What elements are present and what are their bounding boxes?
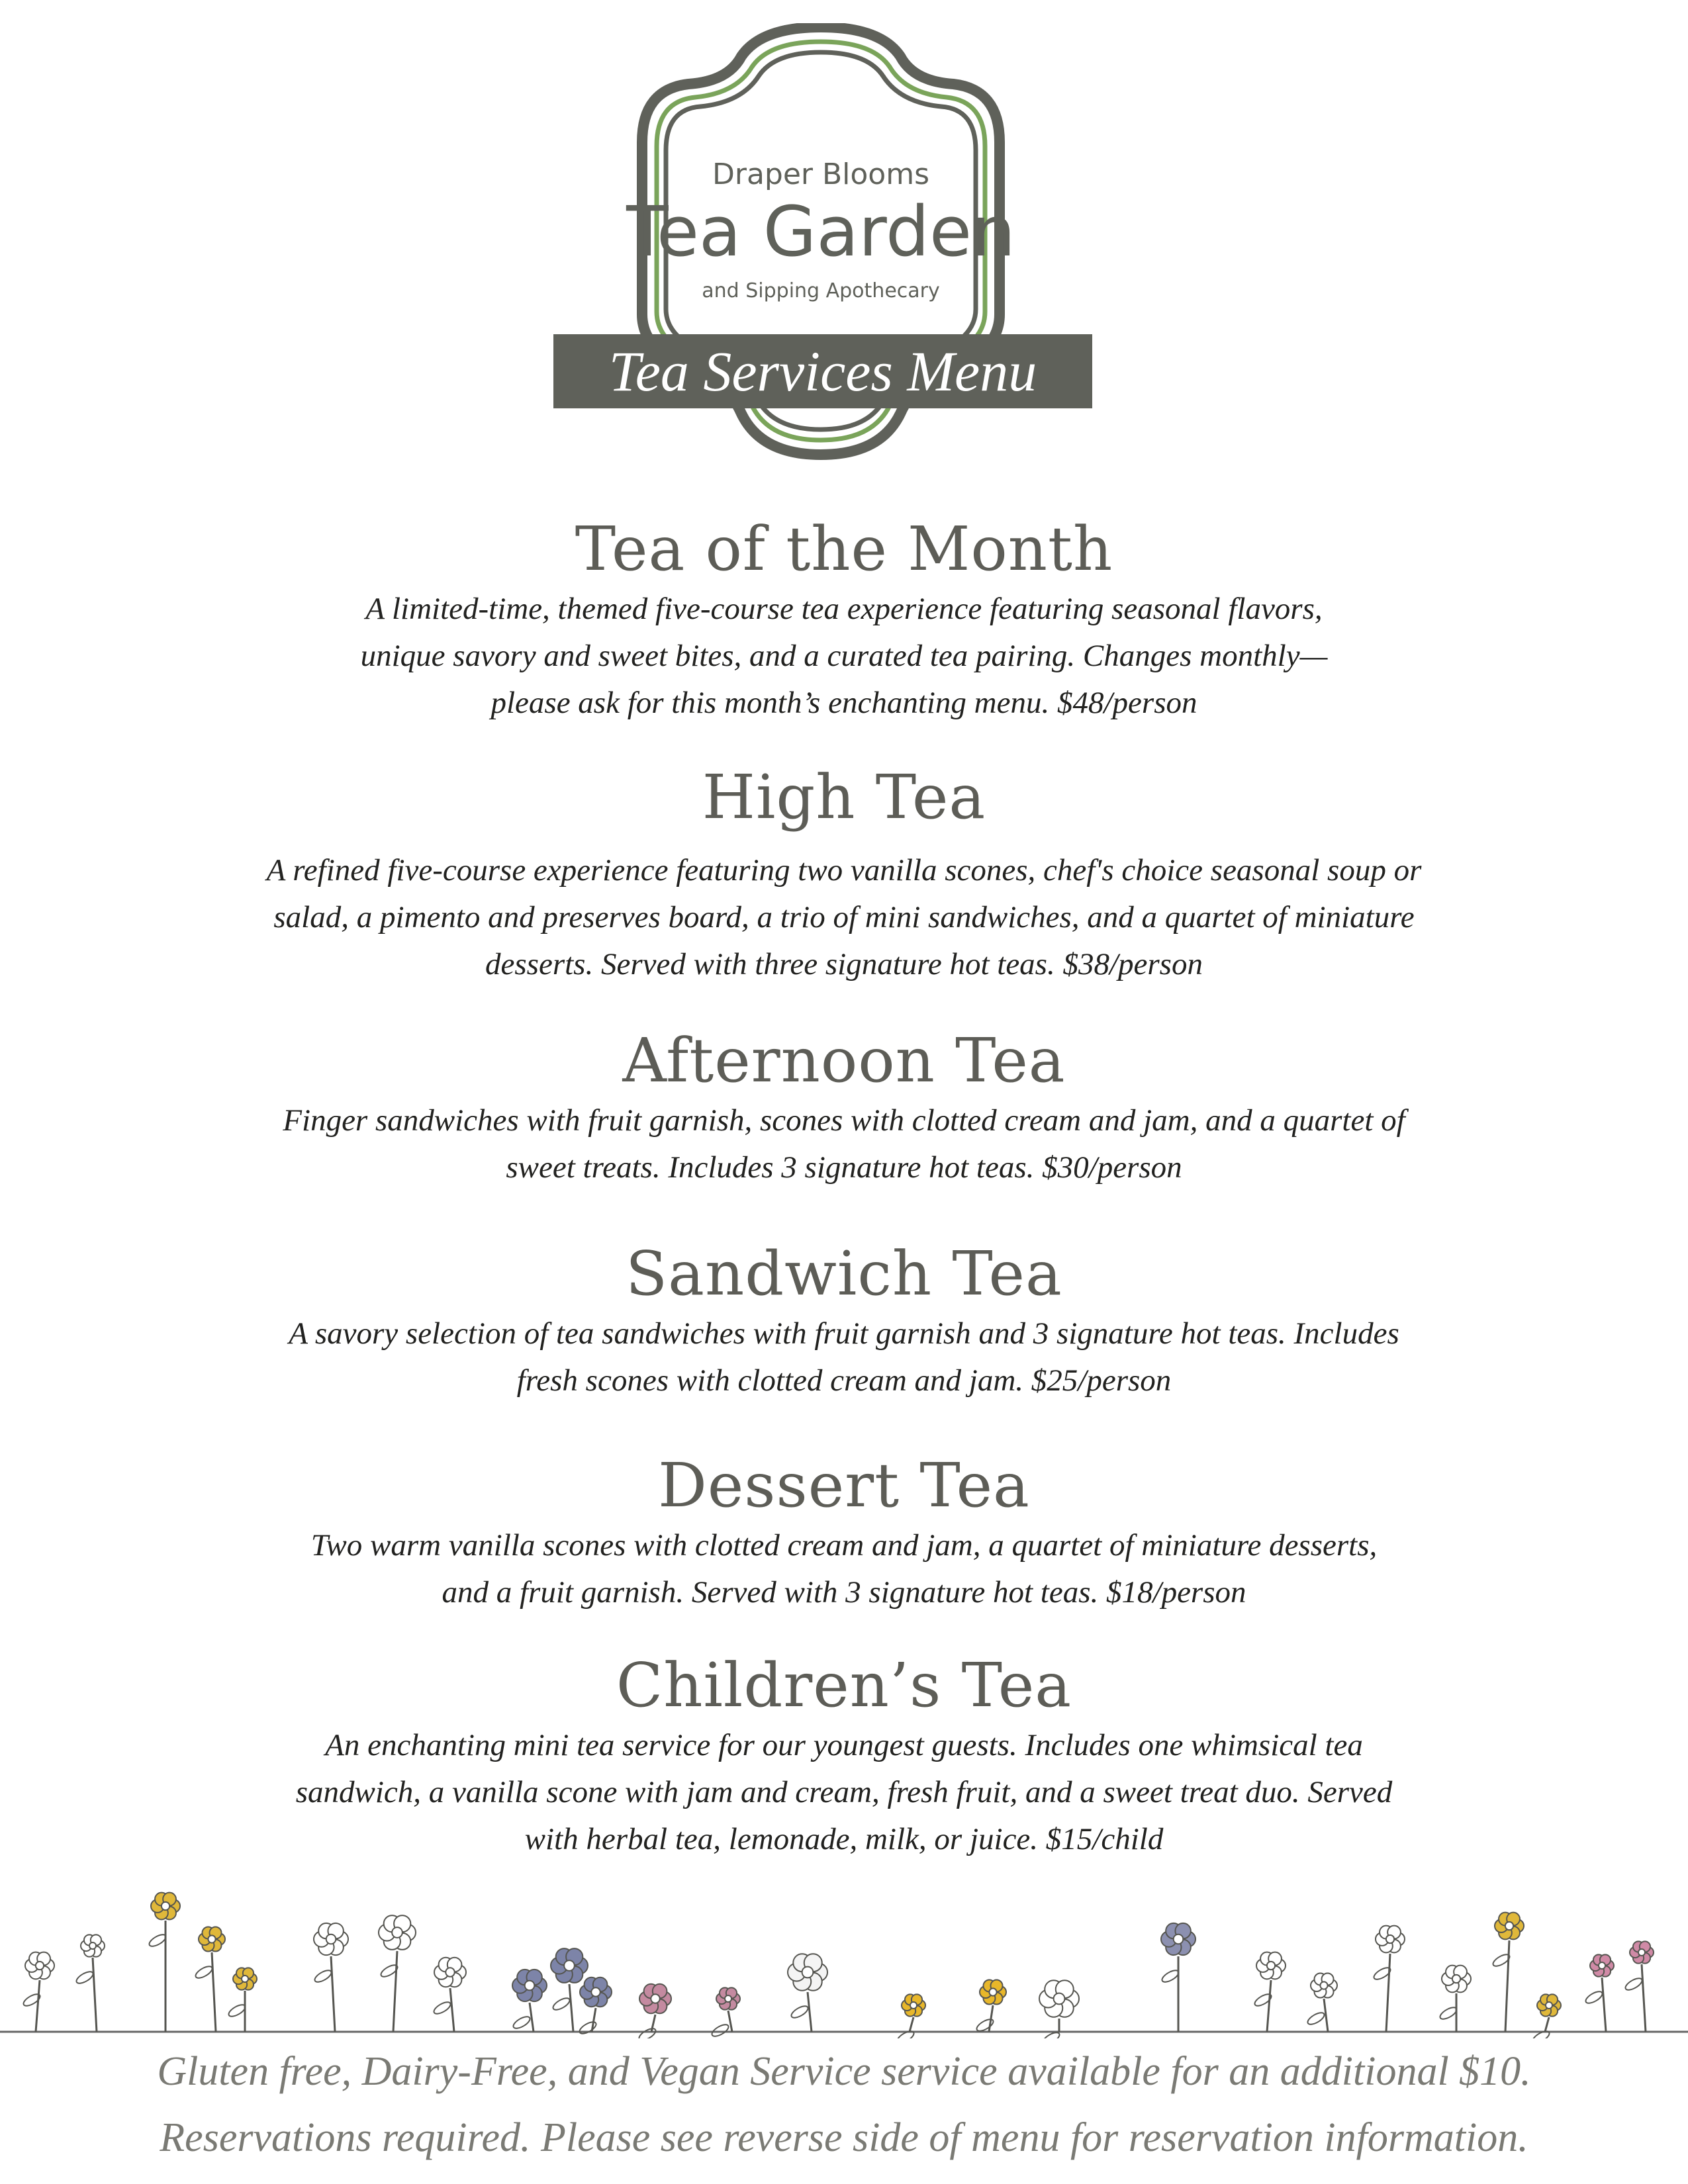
menu-banner — [553, 334, 1092, 408]
section-title: Children’s Tea — [616, 1650, 1072, 1721]
section-title: Sandwich Tea — [626, 1238, 1062, 1309]
menu-section-afternoon-tea — [0, 1024, 1688, 1191]
menu-section-high-tea — [0, 761, 1688, 988]
brand-name: Tea Garden — [626, 191, 1015, 272]
brand-line-1: Draper Blooms — [712, 158, 930, 191]
menu-section-dessert-tea — [0, 1449, 1688, 1616]
section-title: High Tea — [702, 762, 986, 833]
menu-section-childrens-tea — [0, 1649, 1688, 1863]
section-description: Finger sandwiches with fruit garnish, scones with clotted cream and jam, and a quartet of sweet treats. Includes 3 signature hot teas. $30/person — [283, 1103, 1405, 1185]
section-title: Dessert Tea — [658, 1450, 1030, 1521]
menu-banner-title: Tea Services Menu — [608, 340, 1037, 403]
section-description: A limited-time, themed five-course tea experience featuring seasonal flavors, unique savory and sweet bites, and a curated tea pairing. Changes monthly—please ask for this month’s enchanting menu. $48/person — [360, 592, 1328, 720]
menu-section-tea-of-the-month — [0, 513, 1688, 727]
section-description: Two warm vanilla scones with clotted cream and jam, a quartet of miniature desserts, and a fruit garnish. Served with 3 signature hot teas. $18/person — [310, 1528, 1378, 1610]
brand-tagline: and Sipping Apothecary — [702, 279, 940, 302]
section-description: A savory selection of tea sandwiches with fruit garnish and 3 signature hot teas. Includes fresh scones with clotted cream and jam. $25/person — [289, 1316, 1399, 1398]
section-title: Tea of the Month — [575, 514, 1113, 584]
section-description: An enchanting mini tea service for our youngest guests. Includes one whimsical tea sandwich, a vanilla scone with jam and cream, fresh fruit, and a sweet treat duo. Served with herbal tea, lemonade, milk, or juice. $15/child — [295, 1728, 1393, 1856]
reservation-note: Reservations required. Please see reverse side of menu for reservation information. — [160, 2115, 1528, 2160]
section-description: A refined five-course experience featuring two vanilla scones, chef's choice seasonal soup or salad, a pimento and preserves board, a trio of mini sandwiches, and a quartet of miniature desserts. Served with three signature hot teas. $38/person — [266, 853, 1422, 981]
dietary-note: Gluten free, Dairy-Free, and Vegan Service service available for an additional $10. — [157, 2049, 1531, 2094]
section-title: Afternoon Tea — [622, 1025, 1066, 1096]
wildflower-border-icon — [0, 1866, 1688, 2038]
menu-section-sandwich-tea — [0, 1238, 1688, 1404]
